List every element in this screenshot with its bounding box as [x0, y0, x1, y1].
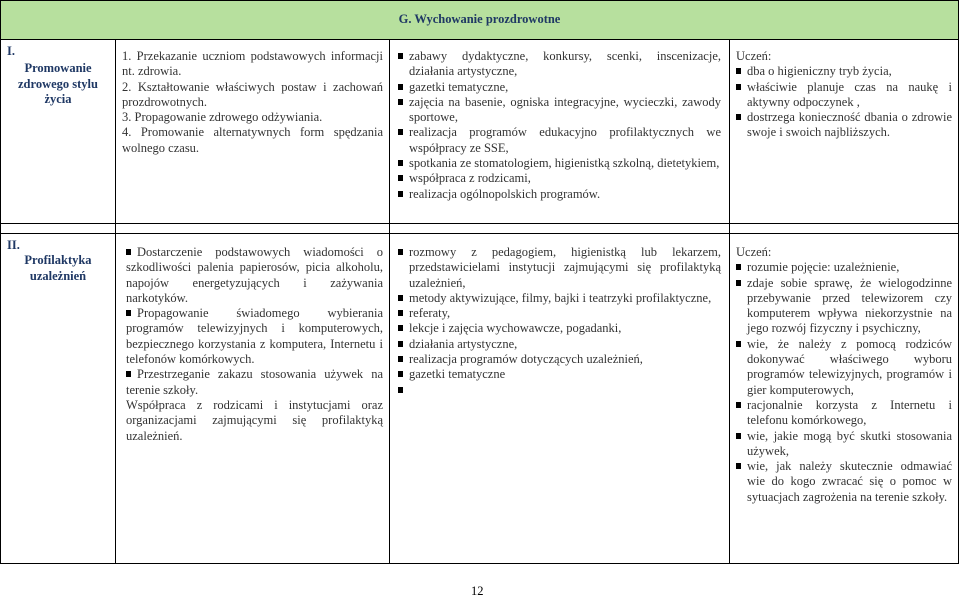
section-title-line: Promowanie [24, 61, 92, 76]
bullet-icon [398, 387, 403, 393]
method-text: referaty, [409, 306, 451, 321]
bullet-icon [398, 84, 403, 90]
goals-cell [116, 40, 390, 224]
method-text: realizacja programów edukacyjno profilaktycznych we współpracy ze SSE, [409, 125, 721, 155]
outcome-item [736, 276, 952, 337]
method-text: metody aktywizujące, filmy, bajki i teatrzyki profilaktyczne, [409, 290, 712, 305]
method-item [398, 95, 721, 126]
method-item [398, 80, 721, 95]
method-text: gazetki tematyczne [409, 367, 506, 382]
method-item [398, 367, 721, 382]
section-title-line: uzależnień [29, 268, 87, 283]
outcomes-intro: Uczeń: [736, 245, 772, 259]
goals-cell [116, 234, 390, 564]
bullet-icon [398, 295, 403, 301]
outcome-text: dba o higieniczny tryb życia, [747, 64, 892, 79]
method-text: działania artystyczne, [409, 336, 518, 351]
outcome-text: racjonalnie korzysta z Internetu i telefonu komórkowego, [747, 397, 953, 428]
bullet-icon [126, 249, 131, 255]
bullet-icon [398, 160, 403, 166]
outcome-item [736, 459, 952, 505]
method-item [398, 125, 721, 156]
method-text: zabawy dydaktyczne, konkursy, scenki, inscenizacje, działania artystyczne, [409, 49, 721, 79]
outcomes-cell [730, 234, 959, 564]
method-item [398, 306, 721, 321]
outcome-text: dostrzega konieczność dbania o zdrowie swoje i swoich najbliższych. [747, 110, 953, 140]
outcome-text: zdaje sobie sprawę, że wielogodzinne przebywanie przed telewizorem czy komputerem wpływa niekorzystnie na jego rozwój fizyczny i psychiczny, [747, 275, 953, 336]
method-item [398, 352, 721, 367]
section-title-line: Profilaktyka [24, 253, 92, 268]
method-item [398, 187, 721, 202]
bullet-icon [736, 264, 741, 270]
goal-text: Dostarczenie podstawowych wiadomości o szkodliwości palenia papierosów, picia alkoholu, napojów energetyzujących i zażywania narkotyków. [126, 245, 383, 305]
method-item [398, 291, 721, 306]
outcomes-cell [730, 40, 959, 224]
spacer-cell [116, 224, 390, 234]
spacer-cell [1, 224, 116, 234]
section-number: II. [7, 238, 20, 252]
method-item [398, 337, 721, 352]
goal-item: 1. Przekazanie uczniom podstawowych informacji nt. zdrowia. [122, 49, 383, 79]
bullet-icon [398, 191, 403, 197]
bullet-icon [736, 280, 741, 286]
bullet-icon [126, 310, 131, 316]
section-title [7, 253, 109, 284]
outcome-item [736, 64, 952, 79]
goal-text: Przestrzeganie zakazu stosowania używek na terenie szkoły. [126, 367, 383, 397]
goal-item: 2. Kształtowanie właściwych postaw i zachowań prozdrowotnych. [122, 79, 383, 109]
outcome-item [736, 337, 952, 398]
goal-item: 4. Promowanie alternatywnych form spędzania wolnego czasu. [122, 125, 383, 155]
bullet-icon [398, 175, 403, 181]
method-text: gazetki tematyczne, [409, 79, 509, 94]
bullet-icon [736, 433, 741, 439]
method-text: współpraca z rodzicami, [409, 171, 531, 186]
bullet-icon [398, 325, 403, 331]
method-text: rozmowy z pedagogiem, higienistką lub lekarzem, przedstawicielami instytucji zajmującymi się profilaktyką uzależnień, [409, 245, 721, 290]
section-name-cell [1, 40, 116, 224]
bullet-icon [398, 310, 403, 316]
outcome-text: wie, jakie mogą być skutki stosowania używek, [747, 428, 953, 458]
bullet-icon [398, 341, 403, 347]
bullet-icon [736, 84, 741, 90]
spacer-row [1, 224, 959, 234]
methods-cell [390, 40, 730, 224]
method-item [398, 49, 721, 80]
methods-cell [390, 234, 730, 564]
method-item [398, 321, 721, 336]
spacer-cell [730, 224, 959, 234]
table-header-row [1, 1, 959, 40]
bullet-icon [736, 341, 741, 347]
goal-text: Propagowanie świadomego wybierania programów telewizyjnych i komputerowych, bezpiecznego korzystania z komputera, Internetu i telefonów komórkowych. [126, 306, 383, 367]
method-item [398, 171, 721, 186]
document-title: G. Wychowanie prozdrowotne [1, 1, 959, 40]
outcome-text: rozumie pojęcie: uzależnienie, [747, 260, 900, 275]
goal-item: 3. Propagowanie zdrowego odżywiania. [122, 110, 323, 125]
outcome-text: właściwie planuje czas na naukę i aktywny odpoczynek , [747, 79, 953, 109]
method-item [398, 156, 721, 171]
method-item [398, 383, 721, 398]
section-title-line: zdrowego stylu [18, 76, 98, 91]
outcome-text: wie, że należy z pomocą rodziców dokonywać właściwego wyboru programów telewizyjnych, programów i gier komputerowych, [747, 336, 953, 397]
bullet-icon [736, 68, 741, 74]
goal-item: Współpraca z rodzicami i instytucjami oraz organizacjami zajmującymi się profilaktyką uzależnień. [126, 397, 383, 443]
outcome-item [736, 398, 952, 429]
table-row [1, 40, 959, 224]
method-text: realizacja programów dotyczących uzależnień, [409, 352, 643, 367]
bullet-icon [126, 371, 131, 377]
bullet-icon [736, 402, 741, 408]
bullet-icon [398, 371, 403, 377]
outcome-text: wie, jak należy skutecznie odmawiać wie do kogo zwracać się o pomoc w sytuacjach zagrożenia na terenie szkoły. [747, 459, 953, 504]
bullet-icon [398, 249, 403, 255]
spacer-cell [390, 224, 730, 234]
method-item [398, 245, 721, 291]
bullet-icon [736, 114, 741, 120]
bullet-icon [398, 53, 403, 59]
outcome-item [736, 260, 952, 275]
bullet-icon [398, 99, 403, 105]
method-text: realizacja ogólnopolskich programów. [409, 186, 601, 201]
method-text: lekcje i zajęcia wychowawcze, pogadanki, [409, 321, 622, 336]
bullet-icon [398, 129, 403, 135]
goal-item [126, 245, 383, 306]
goal-item [126, 306, 383, 367]
bullet-icon [736, 463, 741, 469]
section-number: I. [7, 44, 15, 58]
section-name-cell [1, 234, 116, 564]
method-text: spotkania ze stomatologiem, higienistką szkolną, dietetykiem, [409, 156, 720, 171]
section-title-line: życia [44, 91, 72, 106]
goal-item [126, 367, 383, 398]
section-title [7, 61, 109, 107]
outcome-item [736, 429, 952, 460]
page-number: 12 [471, 584, 484, 598]
method-text: zajęcia na basenie, ogniska integracyjne, wycieczki, zawody sportowe, [409, 94, 721, 125]
bullet-icon [398, 356, 403, 362]
outcome-item [736, 110, 952, 141]
table-row [1, 234, 959, 564]
outcomes-intro: Uczeń: [736, 49, 772, 63]
outcome-item [736, 80, 952, 111]
